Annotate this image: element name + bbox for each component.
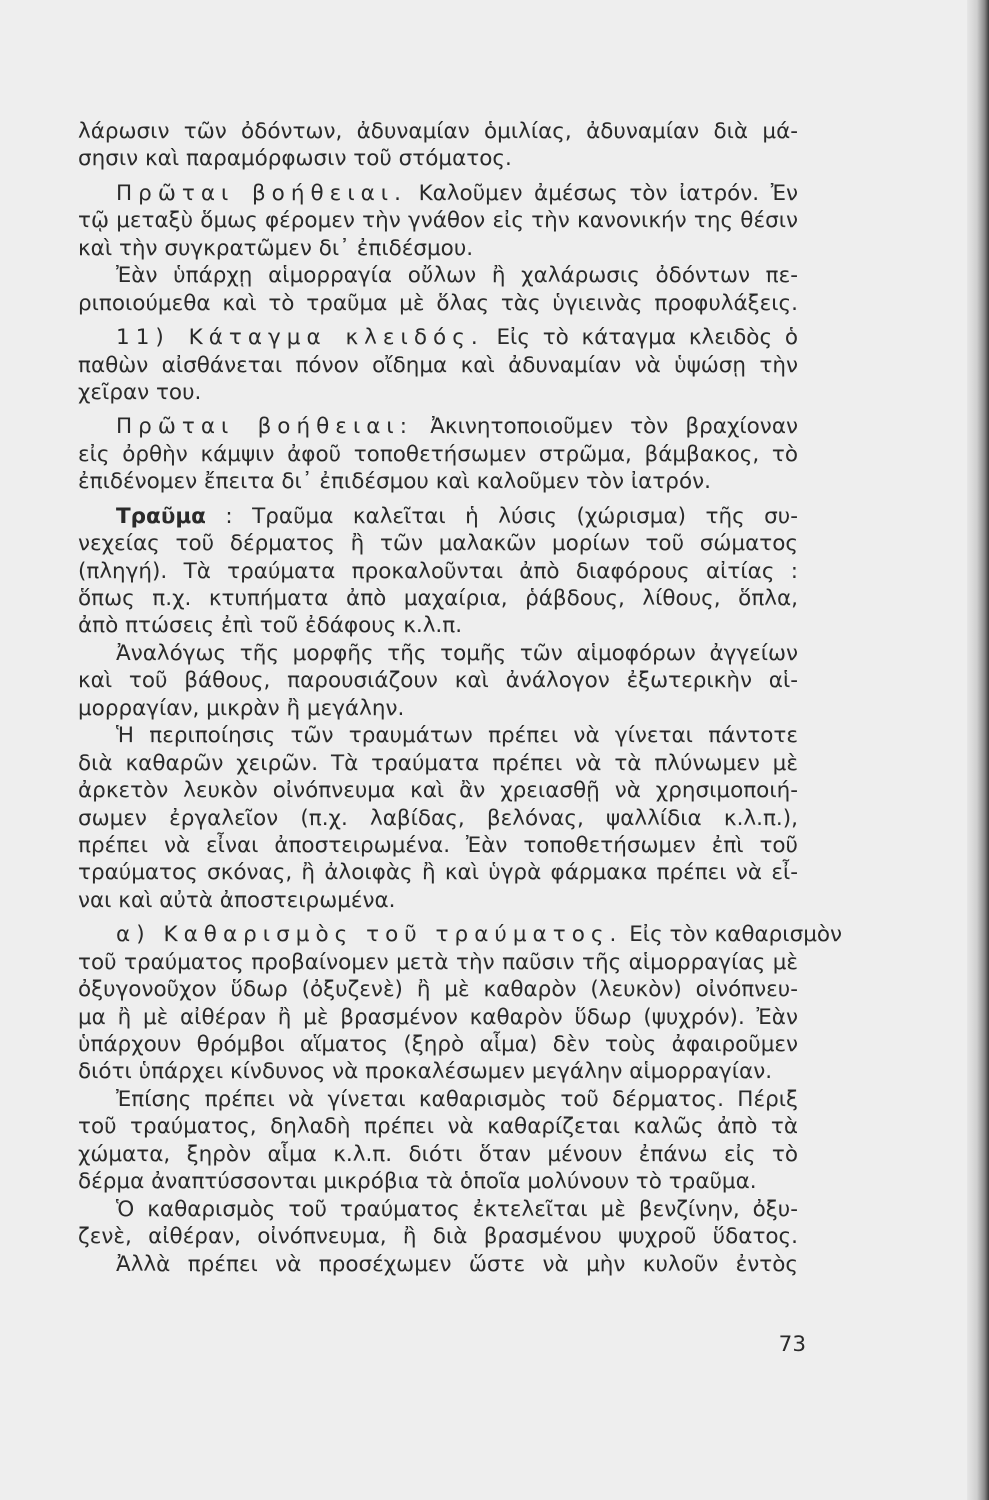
- text-line: καὶ τοῦ βάθους, παρουσιάζουν καὶ ἀνάλογον ἐξωτερικὴν αἱ-: [78, 668, 798, 694]
- text-line: τῷ μεταξὺ ὅμως φέρομεν τὴν γνάθον εἰς τὴν κανονικήν της θέσιν: [78, 208, 798, 234]
- text-line: ὅπως π.χ. κτυπήματα ἀπὸ μαχαίρια, ῥάβδους, λίθους, ὅπλα,: [78, 586, 798, 611]
- text-line: διότι ὑπάρχει κίνδυνος νὰ προκαλέσωμεν μεγάλην αἱμορραγίαν.: [78, 1059, 773, 1085]
- text-line: διὰ καθαρῶν χειρῶν. Τὰ τραύματα πρέπει νὰ τὰ πλύνωμεν μὲ: [78, 750, 798, 776]
- text-line: Ἐπίσης πρέπει νὰ γίνεται καθαρισμὸς τοῦ δέρματος. Πέριξ: [116, 1086, 798, 1112]
- text-line: τραύματος σκόνας, ἢ ἀλοιφὰς ἢ καὶ ὑγρὰ φάρμακα πρέπει νὰ εἶ-: [78, 860, 798, 886]
- text-line: δέρμα ἀναπτύσσονται μικρόβια τὰ ὁποῖα μολύνουν τὸ τραῦμα.: [78, 1169, 757, 1195]
- text-line: σωμεν ἐργαλεῖον (π.χ. λαβίδας, βελόνας, ψαλλίδια κ.λ.π.),: [78, 805, 798, 831]
- text-line: σησιν καὶ παραμόρφωσιν τοῦ στόματος.: [78, 146, 512, 172]
- text-line: ἀρκετὸν λευκὸν οἰνόπνευμα καὶ ἂν χρειασθῇ νὰ χρησιμοποιή-: [78, 778, 798, 804]
- text-line: (πληγή). Τὰ τραύματα προκαλοῦνται ἀπὸ διαφόρους αἰτίας :: [78, 558, 798, 584]
- text-line: τοῦ τραύματος, δηλαδὴ πρέπει νὰ καθαρίζεται καλῶς ἀπὸ τὰ: [78, 1114, 798, 1140]
- inline-text: Εἰς τὸ κάταγμα κλειδὸς ὁ: [496, 325, 798, 351]
- text-line: [78, 503, 798, 530]
- text-line: ναι καὶ αὐτὰ ἀποστειρωμένα.: [78, 887, 396, 913]
- text-line: [78, 180, 798, 207]
- section-heading: 11) Κάταγμα κλειδός.: [116, 325, 484, 351]
- section-heading: Πρῶται βοήθειαι:: [116, 414, 413, 440]
- text-line: μορραγίαν, μικρὰν ἢ μεγάλην.: [78, 695, 405, 721]
- section-heading: α) Καθαρισμὸς τοῦ τραύματος.: [116, 922, 623, 948]
- text-line: χώματα, ξηρὸν αἷμα κ.λ.π. διότι ὅταν μένουν ἐπάνω εἰς τὸ: [78, 1141, 798, 1167]
- section-heading: Πρῶται βοήθειαι.: [116, 180, 407, 206]
- inline-text: Καλοῦμεν ἀμέσως τὸν ἰατρόν. Ἐν: [418, 180, 798, 206]
- body-text: [78, 118, 843, 1278]
- text-line: μα ἢ μὲ αἰθέραν ἢ μὲ βρασμένον καθαρὸν ὕδωρ (ψυχρόν). Ἐὰν: [78, 1004, 798, 1030]
- inline-text: Ἀκινητοποιοῦμεν τὸν βραχίοναν: [430, 414, 798, 440]
- text-line: Ἀλλὰ πρέπει νὰ προσέχωμεν ὥστε νὰ μὴν κυλοῦν ἐντὸς: [116, 1251, 798, 1277]
- text-line: ἐπιδένομεν ἔπειτα δι᾽ ἐπιδέσμου καὶ καλοῦμεν τὸν ἰατρόν.: [78, 469, 711, 495]
- text-line: Ἀναλόγως τῆς μορφῆς τῆς τομῆς τῶν αἱμοφόρων ἀγγείων: [116, 640, 798, 666]
- text-line: [78, 324, 798, 351]
- inline-text: Εἰς τὸν καθαρισμὸν: [629, 922, 843, 948]
- page-binding-shadow: [967, 0, 989, 1500]
- text-line: καὶ τὴν συγκρατῶμεν δι᾽ ἐπιδέσμου.: [78, 235, 474, 261]
- text-line: ὑπάρχουν θρόμβοι αἵματος (ξηρὸ αἷμα) δὲν τοὺς ἀφαιροῦμεν: [78, 1032, 798, 1057]
- text-line: τοῦ τραύματος προβαίνομεν μετὰ τὴν παῦσιν τῆς αἱμορραγίας μὲ: [78, 949, 798, 975]
- text-line: [78, 413, 798, 440]
- text-line: ἀπὸ πτώσεις ἐπὶ τοῦ ἐδάφους κ.λ.π.: [78, 613, 463, 639]
- text-line: λάρωσιν τῶν ὀδόντων, ἀδυναμίαν ὁμιλίας, ἀδυναμίαν διὰ μά-: [78, 119, 798, 144]
- text-line: Ἡ περιποίησις τῶν τραυμάτων πρέπει νὰ γίνεται πάντοτε: [116, 723, 798, 749]
- text-line: νεχείας τοῦ δέρματος ἢ τῶν μαλακῶν μορίων τοῦ σώματος: [78, 531, 798, 557]
- section-heading: Τραῦμα: [116, 503, 206, 529]
- text-line: παθὼν αἰσθάνεται πόνον οἴδημα καὶ ἀδυναμίαν νὰ ὑψώσῃ τὴν: [78, 352, 798, 378]
- text-line: ριποιούμεθα καὶ τὸ τραῦμα μὲ ὅλας τὰς ὑγιεινὰς προφυλάξεις.: [78, 290, 798, 316]
- text-line: ζενὲ, αἰθέραν, οἰνόπνευμα, ἢ διὰ βρασμένου ψυχροῦ ὕδατος.: [78, 1224, 798, 1250]
- page-number: 73: [778, 1332, 806, 1357]
- text-line: ὀξυγονοῦχον ὕδωρ (ὀξυζενὲ) ἢ μὲ καθαρὸν (λευκὸν) οἰνόπνευ-: [78, 977, 798, 1003]
- text-line: [78, 921, 843, 948]
- text-line: Ἐὰν ὑπάρχῃ αἱμορραγία οὔλων ἢ χαλάρωσις ὀδόντων πε-: [116, 263, 798, 289]
- text-line: Ὁ καθαρισμὸς τοῦ τραύματος ἐκτελεῖται μὲ βενζίνην, ὀξυ-: [116, 1196, 798, 1222]
- text-line: εἰς ὀρθὴν κάμψιν ἀφοῦ τοποθετήσωμεν στρῶμα, βάμβακος, τὸ: [78, 441, 798, 467]
- text-line: πρέπει νὰ εἶναι ἀποστειρωμένα. Ἐὰν τοποθετήσωμεν ἐπὶ τοῦ: [78, 832, 798, 858]
- inline-text: : Τραῦμα καλεῖται ἡ λύσις (χώρισμα) τῆς συ-: [225, 503, 798, 529]
- text-line: χεῖραν του.: [78, 379, 202, 405]
